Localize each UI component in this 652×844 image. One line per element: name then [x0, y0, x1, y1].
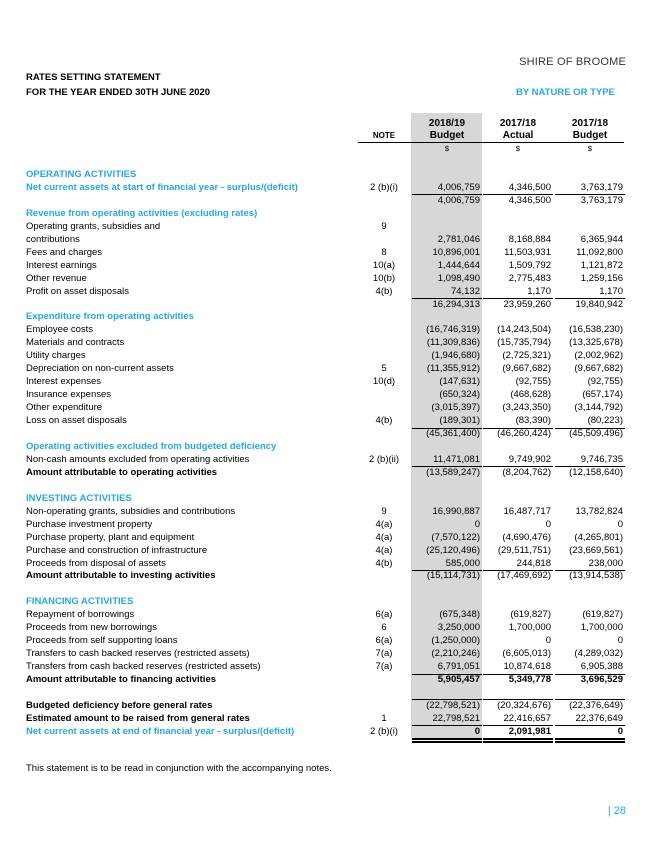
- row-label: Purchase property, plant and equipment: [26, 531, 195, 543]
- col2-type: Actual: [502, 130, 534, 141]
- row-value-col2: (92,755): [515, 376, 551, 388]
- row-label: Amount attributable to operating activities: [26, 466, 218, 478]
- total-rule: [412, 570, 482, 571]
- row-value-col3: (2,002,962): [574, 350, 623, 362]
- row-value-col3: 1,700,000: [580, 622, 623, 634]
- row-value-col1: (11,355,912): [426, 363, 480, 375]
- total-rule: [483, 466, 553, 467]
- total-rule: [555, 428, 625, 429]
- row-label: Operating grants, subsidies and: [26, 220, 161, 232]
- row-label: Amount attributable to financing activities: [26, 674, 217, 686]
- total-rule: [555, 298, 625, 299]
- table-row: [26, 181, 624, 194]
- row-value-col3: 6,905,388: [580, 661, 623, 673]
- table-row: [26, 220, 624, 233]
- table-row: [26, 582, 624, 595]
- total-rule: [555, 466, 625, 467]
- total-rule: [483, 725, 553, 726]
- total-rule: [412, 194, 482, 195]
- row-value-col3: 19,840,942: [575, 298, 623, 310]
- row-value-col3: (4,265,801): [574, 531, 623, 543]
- total-rule: [412, 725, 482, 726]
- total-rule: [483, 699, 553, 700]
- row-note: 1: [381, 712, 387, 724]
- row-value-col1: 74,132: [450, 285, 480, 297]
- row-label: INVESTING ACTIVITIES: [26, 492, 132, 504]
- table-row: [26, 518, 624, 531]
- row-value-col1: 16,294,313: [432, 298, 480, 310]
- row-value-col1: (25,120,496): [426, 544, 480, 556]
- table-row: [26, 168, 624, 181]
- row-value-col2: 22,416,657: [503, 712, 551, 724]
- row-value-col2: (14,243,504): [497, 324, 551, 336]
- row-label: Budgeted deficiency before general rates: [26, 699, 213, 711]
- table-row: [26, 466, 624, 479]
- col2-currency: $: [515, 144, 521, 153]
- double-total-rule: [483, 741, 553, 743]
- row-value-col3: (80,223): [587, 415, 623, 427]
- row-value-col2: (3,243,350): [502, 402, 551, 414]
- row-value-col2: 1,700,000: [508, 622, 551, 634]
- row-value-col3: (13,914,538): [569, 570, 623, 582]
- row-value-col2: (83,390): [515, 415, 551, 427]
- row-value-col2: 4,346,500: [508, 194, 551, 206]
- row-value-col3: 11,092,800: [576, 246, 623, 258]
- row-note: 5: [381, 363, 387, 375]
- table-row: [26, 621, 624, 634]
- row-label: Profit on asset disposals: [26, 285, 129, 297]
- row-value-col2: 2,775,483: [508, 272, 551, 284]
- row-value-col1: (15,114,731): [426, 570, 480, 582]
- row-value-col2: 244,818: [516, 557, 551, 569]
- table-row: [26, 686, 624, 699]
- row-note: 10(b): [372, 272, 396, 284]
- row-value-col1: (22,798,521): [426, 699, 480, 711]
- row-value-col3: (16,538,230): [569, 324, 623, 336]
- row-value-col2: 1,170: [527, 285, 551, 297]
- row-value-col1: 5,905,457: [437, 674, 480, 686]
- double-total-rule: [412, 738, 482, 740]
- table-row: [26, 453, 624, 466]
- table-row: [26, 298, 624, 311]
- row-label: Revenue from operating activities (excluding rates): [26, 207, 258, 219]
- row-value-col1: 16,990,887: [432, 505, 480, 517]
- row-note: 4(b): [375, 557, 393, 569]
- row-label: Non-cash amounts excluded from operating activities: [26, 453, 250, 465]
- row-value-col1: (2,210,246): [431, 648, 480, 660]
- table-row: [26, 194, 624, 207]
- row-value-col1: (7,570,122): [431, 531, 480, 543]
- table-row: [26, 414, 624, 427]
- statement-period: FOR THE YEAR ENDED 30TH JUNE 2020: [26, 87, 211, 98]
- total-rule: [555, 725, 625, 726]
- row-value-col2: (8,204,762): [502, 466, 551, 478]
- row-value-col1: (11,309,836): [426, 337, 480, 349]
- total-rule: [412, 428, 482, 429]
- row-value-col1: 3,250,000: [437, 622, 480, 634]
- row-value-col2: 0: [545, 635, 551, 647]
- row-value-col2: 0: [545, 518, 551, 530]
- table-row: [26, 362, 624, 375]
- table-row: [26, 427, 624, 440]
- col1-type: Budget: [429, 130, 465, 141]
- row-value-col2: 8,168,884: [508, 233, 551, 245]
- row-value-col1: (675,348): [439, 609, 480, 621]
- row-value-col3: 3,763,179: [580, 194, 623, 206]
- row-value-col2: 16,487,717: [503, 505, 551, 517]
- row-note: 4(b): [375, 285, 393, 297]
- row-value-col1: 22,798,521: [432, 712, 480, 724]
- row-value-col3: (22,376,649): [569, 699, 623, 711]
- row-label: Expenditure from operating activities: [26, 311, 194, 323]
- row-value-col3: (13,325,678): [569, 337, 623, 349]
- row-note: 2 (b)(i): [370, 181, 398, 193]
- row-value-col2: 2,091,981: [508, 725, 551, 737]
- row-value-col1: (147,631): [439, 376, 480, 388]
- row-note: 4(b): [375, 415, 393, 427]
- total-rule: [412, 466, 482, 467]
- total-rule: [412, 298, 482, 299]
- row-label: Net current assets at start of financial year - surplus/(deficit): [26, 181, 298, 193]
- row-value-col3: 22,376,649: [575, 712, 623, 724]
- row-value-col3: (12,158,640): [569, 466, 623, 478]
- table-row: [26, 505, 624, 518]
- double-total-rule: [555, 738, 625, 740]
- row-label: Interest expenses: [26, 376, 101, 388]
- row-label: Utility charges: [26, 350, 86, 362]
- total-rule: [483, 194, 553, 195]
- table-row: [26, 557, 624, 570]
- organisation-name: SHIRE OF BROOME: [519, 56, 626, 68]
- row-value-col3: 3,696,529: [580, 674, 623, 686]
- row-label: Fees and charges: [26, 246, 103, 258]
- statement-title: RATES SETTING STATEMENT: [26, 72, 161, 83]
- row-value-col2: 9,749,902: [508, 453, 551, 465]
- row-label: Materials and contracts: [26, 337, 125, 349]
- row-value-col2: 10,874,618: [503, 661, 551, 673]
- page-number: | 28: [607, 805, 626, 817]
- row-note: 7(a): [375, 648, 393, 660]
- row-value-col2: (468,628): [510, 389, 551, 401]
- row-label: Repayment of borrowings: [26, 609, 135, 621]
- row-value-col1: 4,006,759: [437, 181, 480, 193]
- table-row: [26, 569, 624, 582]
- row-label: Purchase and construction of infrastructure: [26, 544, 208, 556]
- total-rule: [483, 674, 553, 675]
- row-value-col3: (23,669,561): [569, 544, 623, 556]
- row-value-col3: 0: [617, 518, 623, 530]
- row-value-col2: 5,349,778: [508, 674, 551, 686]
- row-label: Non-operating grants, subsidies and contributions: [26, 505, 236, 517]
- double-total-rule: [412, 741, 482, 743]
- row-label: Loss on asset disposals: [26, 415, 127, 427]
- row-value-col1: 11,471,081: [433, 453, 480, 465]
- row-value-col2: (9,667,682): [502, 363, 551, 375]
- row-label: Interest earnings: [26, 259, 97, 271]
- row-value-col3: 1,121,872: [580, 259, 623, 271]
- col3-currency: $: [587, 144, 593, 153]
- table-row: [26, 388, 624, 401]
- total-rule: [483, 428, 553, 429]
- row-value-col1: 10,896,001: [432, 246, 480, 258]
- row-note: 2 (b)(i): [370, 725, 398, 737]
- row-value-col2: (6,605,013): [502, 648, 551, 660]
- table-row: [26, 375, 624, 388]
- row-label: Insurance expenses: [26, 389, 112, 401]
- row-note: 6: [381, 622, 387, 634]
- row-label: Employee costs: [26, 324, 94, 336]
- row-label: Net current assets at end of financial year - surplus/(deficit): [26, 725, 295, 737]
- row-value-col3: 6,365,944: [580, 233, 623, 245]
- table-row: [26, 634, 624, 647]
- row-value-col3: 3,763,179: [580, 181, 623, 193]
- row-value-col1: (1,250,000): [431, 635, 480, 647]
- row-value-col1: 585,000: [445, 557, 480, 569]
- col1-year: 2018/19: [428, 118, 466, 129]
- row-value-col1: 0: [474, 725, 480, 737]
- table-row: [26, 349, 624, 362]
- row-value-col2: (15,735,794): [497, 337, 551, 349]
- row-note: 10(a): [372, 259, 396, 271]
- row-value-col2: (17,469,692): [497, 570, 551, 582]
- row-value-col1: 2,781,046: [437, 233, 480, 245]
- row-value-col3: (619,827): [582, 609, 623, 621]
- row-note: 4(a): [375, 531, 393, 543]
- total-rule: [555, 674, 625, 675]
- table-row: [26, 336, 624, 349]
- col3-year: 2017/18: [571, 118, 609, 129]
- col1-currency: $: [444, 144, 450, 153]
- row-value-col1: 1,444,644: [437, 259, 480, 271]
- row-label: Amount attributable to investing activities: [26, 570, 216, 582]
- row-label: Proceeds from disposal of assets: [26, 557, 166, 569]
- row-value-col1: 4,006,759: [437, 194, 480, 206]
- table-row: [26, 323, 624, 336]
- table-row: [26, 272, 624, 285]
- header-rule: [358, 142, 624, 143]
- table-row: [26, 401, 624, 414]
- table-row: [26, 673, 624, 686]
- row-label: Transfers to cash backed reserves (restricted assets): [26, 648, 250, 660]
- table-row: [26, 492, 624, 505]
- row-value-col1: (13,589,247): [426, 466, 480, 478]
- table-row: [26, 725, 624, 738]
- row-value-col1: (650,324): [439, 389, 480, 401]
- table-row: [26, 699, 624, 712]
- row-note: 4(a): [375, 518, 393, 530]
- col2-year: 2017/18: [499, 118, 537, 129]
- row-note: 9: [381, 220, 387, 232]
- row-value-col1: (16,746,319): [426, 324, 480, 336]
- total-rule: [555, 194, 625, 195]
- row-label: Purchase investment property: [26, 518, 153, 530]
- row-note: 7(a): [375, 661, 393, 673]
- row-value-col2: 23,959,260: [503, 298, 551, 310]
- row-value-col3: 0: [617, 635, 623, 647]
- row-value-col1: 0: [474, 518, 480, 530]
- table-row: [26, 531, 624, 544]
- total-rule: [555, 699, 625, 700]
- row-label: Operating activities excluded from budgeted deficiency: [26, 440, 277, 452]
- row-label: OPERATING ACTIVITIES: [26, 169, 137, 180]
- table-row: [26, 479, 624, 492]
- total-rule: [412, 674, 482, 675]
- row-value-col3: 0: [617, 725, 623, 737]
- table-row: [26, 207, 624, 220]
- row-value-col3: (4,289,032): [574, 648, 623, 660]
- row-label: Other expenditure: [26, 402, 103, 414]
- row-value-col2: (4,690,476): [502, 531, 551, 543]
- table-row: [26, 595, 624, 608]
- row-label: Proceeds from new borrowings: [26, 622, 157, 634]
- row-value-col2: 4,346,500: [508, 181, 551, 193]
- row-value-col2: (20,324,676): [497, 699, 551, 711]
- row-value-col3: 1,170: [599, 285, 623, 297]
- row-value-col2: 1,509,792: [508, 259, 551, 271]
- row-value-col3: (657,174): [582, 389, 623, 401]
- row-value-col3: 1,259,156: [580, 272, 623, 284]
- row-value-col3: 238,000: [588, 557, 623, 569]
- footnote: This statement is to be read in conjunction with the accompanying notes.: [26, 763, 332, 774]
- classification-label: BY NATURE OR TYPE: [516, 87, 615, 98]
- row-note: 2 (b)(ii): [368, 453, 400, 465]
- table-row: [26, 608, 624, 621]
- table-row: [26, 660, 624, 673]
- row-label: Estimated amount to be raised from general rates: [26, 712, 250, 724]
- row-value-col3: (3,144,792): [574, 402, 623, 414]
- double-total-rule: [483, 738, 553, 740]
- row-label: FINANCING ACTIVITIES: [26, 596, 134, 608]
- row-label: Depreciation on non-current assets: [26, 363, 174, 375]
- table-row: [26, 647, 624, 660]
- row-value-col1: (189,301): [439, 415, 480, 427]
- row-value-col2: (619,827): [510, 609, 551, 621]
- table-row: [26, 285, 624, 298]
- row-value-col3: (92,755): [587, 376, 623, 388]
- row-value-col1: (3,015,397): [431, 402, 480, 414]
- table-row: [26, 246, 624, 259]
- row-note: 6(a): [375, 609, 393, 621]
- table-row: [26, 259, 624, 272]
- total-rule: [483, 298, 553, 299]
- row-value-col1: 6,791,051: [437, 661, 480, 673]
- row-value-col2: (29,511,751): [497, 544, 551, 556]
- row-label: Proceeds from self supporting loans: [26, 635, 178, 647]
- row-note: 9: [381, 505, 387, 517]
- total-rule: [483, 570, 553, 571]
- col3-type: Budget: [572, 130, 608, 141]
- table-row: [26, 712, 624, 725]
- row-value-col3: 9,746,735: [580, 453, 623, 465]
- total-rule: [412, 699, 482, 700]
- row-value-col2: 11,503,931: [504, 246, 551, 258]
- row-value-col1: (1,946,680): [431, 350, 480, 362]
- row-value-col1: 1,098,490: [437, 272, 480, 284]
- row-value-col1: (45,361,400): [426, 428, 480, 439]
- row-note: 6(a): [375, 635, 393, 647]
- row-value-col3: 13,782,824: [575, 505, 623, 517]
- row-value-col3: (45,509,496): [569, 428, 623, 439]
- row-note: 4(a): [375, 544, 393, 556]
- table-row: [26, 544, 624, 557]
- row-label: contributions: [26, 233, 80, 245]
- table-row: [26, 440, 624, 453]
- row-value-col2: (46,260,424): [497, 428, 551, 439]
- double-total-rule: [555, 741, 625, 743]
- total-rule: [555, 570, 625, 571]
- row-note: 8: [381, 246, 387, 258]
- table-row: [26, 233, 624, 246]
- table-row: [26, 310, 624, 323]
- row-label: Other revenue: [26, 272, 87, 284]
- row-note: 10(d): [372, 376, 396, 388]
- row-value-col3: (9,667,682): [574, 363, 623, 375]
- row-label: Transfers from cash backed reserves (restricted assets): [26, 661, 261, 673]
- note-column-header: NOTE: [372, 131, 396, 140]
- row-value-col2: (2,725,321): [502, 350, 551, 362]
